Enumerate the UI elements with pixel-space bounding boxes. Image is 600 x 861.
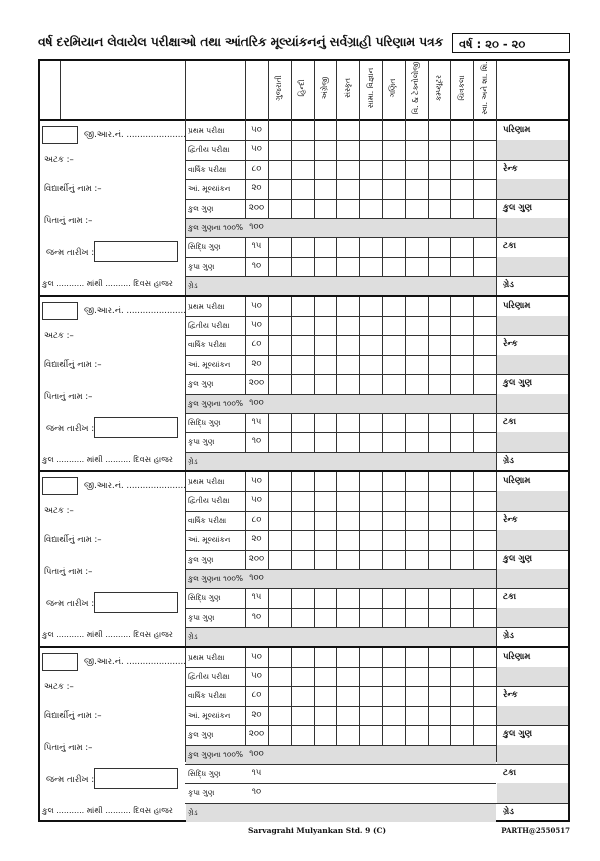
side-label-total: કુલ ગુણ [503, 378, 533, 389]
row-label: કુલ ગુણ [188, 730, 214, 740]
row-label: પ્રથમ પરીક્ષા [188, 652, 225, 662]
side-row-line [496, 413, 568, 414]
row-label: કૃપા ગુણ [188, 261, 215, 271]
row-label: દ્વિતીય પરીક્ષા [188, 145, 230, 155]
header-bottom-line [40, 119, 568, 121]
header-subject: સ્વા. અને શા. શિ. [479, 61, 489, 115]
dob-box [94, 768, 178, 789]
side-label-grade: ગ્રેડ [503, 455, 514, 466]
row-max-marks: ૮૦ [251, 339, 262, 350]
student-name-label: વિદ્યાર્થીનું નામ :– [44, 535, 102, 545]
row-label: કૃપા ગુણ [188, 612, 215, 622]
father-name-label: પિતાનું નામ :– [44, 216, 93, 226]
side-label-result: પરિણામ [503, 476, 531, 486]
shaded-row [186, 452, 496, 471]
row-label: વાર્ષિક પરીક્ષા [188, 164, 227, 174]
shaded-row [186, 627, 496, 646]
row-max-marks: ૧૫ [251, 592, 262, 603]
header-subject: ચિત્રકલા [456, 75, 466, 101]
side-label-percent: ટકા [503, 416, 517, 427]
attendance-label: કુલ ........... માંથી .......... દિવસ હાજર [42, 279, 173, 288]
row-label: વાર્ષિક પરીક્ષા [188, 515, 227, 525]
side-row-line [496, 511, 568, 512]
row-max-marks: ૮૦ [251, 514, 262, 525]
side-row-line [496, 160, 568, 161]
side-label-result: પરિણામ [503, 651, 531, 662]
row-line [185, 764, 496, 765]
row-line [185, 569, 496, 570]
side-shade [497, 140, 568, 159]
surname-label: અટક :– [44, 330, 74, 341]
side-shade [497, 706, 568, 725]
side-label-rank: રેન્ક [503, 163, 518, 174]
row-label: આં. મૂલ્યાંકન [188, 535, 231, 545]
row-line [185, 199, 496, 200]
side-label-rank: રેન્ક [503, 514, 518, 525]
attendance-label: કુલ ........... માંથી .......... દિવસ હાજર [42, 454, 173, 464]
row-max-marks: ૨૦ [251, 358, 262, 369]
side-label-rank: રેન્ક [503, 339, 518, 350]
row-max-marks: ૧૦૦ [249, 748, 264, 759]
side-label-percent: ટકા [503, 241, 517, 252]
row-max-marks: ૨૦ [251, 534, 262, 545]
row-max-marks: ૧૦ [251, 436, 262, 447]
row-label: સિદ્ધિ ગુણ [188, 768, 221, 778]
row-line [185, 257, 496, 258]
header-subject: અંગ્રેજી [320, 76, 329, 100]
dob-box [94, 241, 178, 262]
side-row-line [496, 764, 568, 765]
row-max-marks: ૨૦ [251, 709, 262, 720]
header-subject: હિન્દી [297, 79, 307, 97]
gr-number-label: જી.આર.નં. ...................... [84, 305, 186, 316]
gr-number-box [42, 302, 78, 320]
row-label: સિદ્ધિ ગુણ [188, 417, 221, 427]
page-header [38, 33, 570, 55]
row-label: આં. મૂલ્યાંકન [188, 710, 231, 720]
side-row-line [496, 627, 568, 628]
row-label: કુલ ગુણ [188, 379, 214, 389]
row-label: ગ્રેડ [188, 807, 198, 817]
side-shade [497, 432, 568, 451]
side-row-line [496, 686, 568, 687]
surname-label: અટક :– [44, 506, 74, 516]
footer-title: Sarvagrahi Mulyankan Std. 9 (C) [248, 826, 387, 835]
side-row-line [496, 550, 568, 551]
row-line [185, 511, 496, 512]
side-row-line [496, 237, 568, 238]
side-label-total: કુલ ગુણ [503, 553, 533, 564]
year-box: વર્ષ : ૨૦ - ૨૦ [452, 33, 570, 53]
row-max-marks: ૨૦૦ [248, 202, 265, 213]
shaded-row [186, 803, 496, 822]
row-line [185, 550, 496, 551]
page-title: વર્ષ દરમિયાન લેવાયેલ પરીક્ષાઓ તથા આંતરિક મૂલ્યાંકનનું સર્વગ્રાહી પરિણામ પત્રક [38, 34, 444, 49]
student-name-label: વિદ્યાર્થીનું નામ :– [44, 359, 102, 370]
dob-label: જન્મ તારીખ : [46, 599, 95, 609]
student-name-label: વિદ્યાર્થીનું નામ :– [44, 184, 102, 194]
row-max-marks: ૫૦ [251, 495, 262, 506]
row-label: ગ્રેડ [188, 632, 198, 642]
surname-label: અટક :– [44, 681, 74, 692]
side-row-line [496, 199, 568, 200]
row-max-marks: ૨૦૦ [248, 553, 265, 564]
row-label: કુલ ગુણના ૧૦૦% [188, 223, 244, 232]
row-line [185, 160, 496, 161]
student-block-separator [40, 295, 568, 297]
col-line-roll [60, 61, 61, 119]
row-label: પ્રથમ પરીક્ષા [188, 301, 225, 311]
header-subject: ગણિત [388, 78, 398, 98]
row-label: કુલ ગુણના ૧૦૦% [188, 398, 244, 408]
row-max-marks: ૨૦૦ [248, 729, 265, 740]
gr-number-label: જી.આર.નં. ...................... [84, 130, 186, 140]
row-label: દ્વિતીય પરીક્ષા [188, 496, 230, 506]
row-max-marks: ૫૦ [251, 670, 262, 681]
row-max-marks: ૧૦૦ [249, 397, 264, 408]
row-line [185, 588, 496, 589]
side-shade [497, 569, 568, 588]
row-line [185, 627, 496, 628]
row-line [185, 706, 496, 707]
gr-number-box [42, 477, 78, 495]
attendance-label: કુલ ........... માંથી .......... દિવસ હાજર [42, 630, 173, 639]
row-label: ગ્રેડ [188, 281, 198, 291]
row-max-marks: ૫૦ [251, 125, 262, 135]
dob-label: જન્મ તારીખ : [46, 248, 95, 258]
row-max-marks: ૧૦૦ [249, 573, 264, 583]
father-name-label: પિતાનું નામ :– [44, 742, 93, 753]
row-label: કુલ ગુણ [188, 554, 214, 564]
row-label: કુલ ગુણના ૧૦૦% [188, 574, 244, 583]
gr-number-box [42, 126, 78, 144]
row-max-marks: ૧૫ [251, 416, 262, 427]
side-shade [497, 179, 568, 198]
student-block-separator [40, 646, 568, 648]
side-row-line [496, 452, 568, 453]
row-max-marks: ૨૦૦ [248, 378, 265, 389]
row-max-marks: ૫૦ [251, 319, 262, 330]
row-line [185, 530, 496, 531]
student-block-separator [40, 470, 568, 472]
dob-box [94, 417, 178, 438]
row-max-marks: ૧૦ [251, 611, 262, 622]
row-line [185, 218, 496, 219]
row-line [185, 745, 496, 746]
row-label: કુલ ગુણ [188, 203, 214, 213]
row-line [185, 432, 496, 433]
side-label-rank: રેન્ક [503, 690, 518, 701]
row-max-marks: ૫૦ [251, 476, 262, 486]
dob-label: જન્મ તારીખ : [46, 774, 95, 785]
row-line [185, 394, 496, 395]
side-row-line [496, 335, 568, 336]
dob-box [94, 592, 178, 613]
row-line [185, 335, 496, 336]
side-shade [497, 257, 568, 276]
row-max-marks: ૧૦ [251, 260, 262, 271]
surname-label: અટક :– [44, 155, 74, 165]
side-label-grade: ગ્રેડ [503, 280, 514, 291]
row-max-marks: ૮૦ [251, 163, 262, 174]
row-line [185, 316, 496, 317]
row-label: વાર્ષિક પરીક્ષા [188, 691, 227, 701]
row-line [185, 491, 496, 492]
side-row-line [496, 374, 568, 375]
side-shade [497, 530, 568, 549]
row-max-marks: ૫૦ [251, 300, 262, 311]
side-shade [497, 745, 568, 764]
shaded-row [186, 276, 496, 295]
gr-number-box [42, 653, 78, 671]
header-subject: ગુજરાતી [274, 75, 284, 101]
result-sheet [38, 59, 570, 822]
side-label-result: પરિણામ [503, 300, 531, 311]
father-name-label: પિતાનું નામ :– [44, 391, 93, 402]
row-max-marks: ૧૦૦ [249, 222, 264, 232]
header-subject: સંસ્કૃત [342, 77, 352, 99]
side-shade [497, 608, 568, 627]
header-subject: કમ્પ્યૂટર [434, 74, 443, 102]
row-label: દ્વિતીય પરીક્ષા [188, 320, 230, 330]
side-label-grade: ગ્રેડ [503, 631, 514, 642]
side-label-percent: ટકા [503, 592, 517, 603]
row-line [185, 179, 496, 180]
row-line [185, 374, 496, 375]
row-label: સિદ્ધિ ગુણ [188, 593, 221, 603]
header-subject: સામા. વિજ્ઞાન [365, 67, 375, 109]
row-line [185, 686, 496, 687]
row-max-marks: ૨૦ [251, 183, 262, 194]
row-label: સિદ્ધિ ગુણ [188, 242, 221, 252]
footer-code: PARTH@2550517 [501, 826, 570, 835]
side-shade [497, 394, 568, 413]
side-shade [497, 667, 568, 686]
row-max-marks: ૧૫ [251, 767, 262, 778]
student-name-label: વિદ્યાર્થીનું નામ :– [44, 710, 102, 721]
row-max-marks: ૧૫ [251, 241, 262, 252]
row-label: આં. મૂલ્યાંકન [188, 184, 231, 194]
row-max-marks: ૫૦ [251, 144, 262, 155]
row-label: આં. મૂલ્યાંકન [188, 359, 231, 369]
row-label: દ્વિતીય પરીક્ષા [188, 671, 230, 681]
row-label: કૃપા ગુણ [188, 788, 215, 798]
row-label: પ્રથમ પરીક્ષા [188, 126, 225, 135]
row-line [185, 452, 496, 453]
gr-number-label: જી.આર.નં. ...................... [84, 656, 186, 667]
row-label: કૃપા ગુણ [188, 437, 215, 447]
row-label: પ્રથમ પરીક્ષા [188, 477, 225, 486]
row-max-marks: ૮૦ [251, 690, 262, 701]
side-label-result: પરિણામ [503, 125, 531, 135]
side-row-line [496, 725, 568, 726]
row-line [185, 803, 496, 804]
row-line [185, 413, 496, 414]
row-line [185, 608, 496, 609]
side-shade [497, 355, 568, 374]
side-shade [497, 218, 568, 237]
father-name-label: પિતાનું નામ :– [44, 567, 93, 577]
side-row-line [496, 803, 568, 804]
row-line [185, 276, 496, 277]
side-row-line [496, 588, 568, 589]
row-line [185, 667, 496, 668]
side-shade [497, 316, 568, 335]
attendance-label: કુલ ........... માંથી .......... દિવસ હાજર [42, 805, 173, 815]
dob-label: જન્મ તારીખ : [46, 423, 95, 434]
side-label-total: કુલ ગુણ [503, 729, 533, 740]
row-line [185, 237, 496, 238]
header-subject: વિ. & ટેક્નોલોજી [411, 61, 421, 115]
row-label: વાર્ષિક પરીક્ષા [188, 340, 227, 350]
side-label-percent: ટકા [503, 767, 517, 778]
side-shade [497, 491, 568, 510]
row-line [185, 355, 496, 356]
row-line [185, 140, 496, 141]
row-max-marks: ૧૦ [251, 787, 262, 798]
row-line [185, 725, 496, 726]
row-line [185, 783, 496, 784]
side-label-total: કુલ ગુણ [503, 202, 533, 213]
row-label: કુલ ગુણના ૧૦૦% [188, 749, 244, 759]
side-label-grade: ગ્રેડ [503, 806, 514, 817]
side-row-line [496, 276, 568, 277]
row-max-marks: ૫૦ [251, 651, 262, 662]
side-shade [497, 783, 568, 802]
gr-number-label: જી.આર.નં. ...................... [84, 481, 186, 491]
row-label: ગ્રેડ [188, 456, 198, 466]
